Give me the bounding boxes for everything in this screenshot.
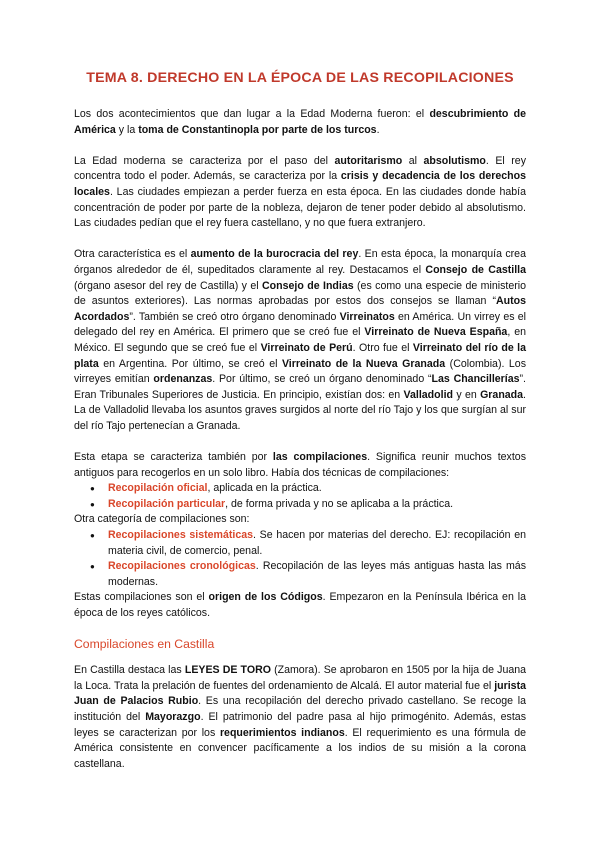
section-heading: Compilaciones en Castilla (74, 637, 215, 652)
list-item: ● Recopilación oficial, aplicada en la práctica. (74, 481, 526, 497)
paragraph-compilaciones: Esta etapa se caracteriza también por las compilaciones. Significa reunir muchos textos antiguos para recogerlos en un solo libro. Había dos técnicas de compilaciones: (74, 451, 526, 479)
list-item: ● Recopilación particular, de forma privada y no se aplicaba a la práctica. (74, 497, 526, 513)
paragraph-absolutismo: La Edad moderna se caracteriza por el paso del autoritarismo al absolutismo. El rey concentra todo el poder. Además, se caracteriza por la crisis y decadencia de los derechos locales. Las ciudades empiezan a perder fuerza en esta época. En las ciudades donde había concentración de poder por parte de la nobleza, dejaron de tener poder debido al absolutismo. Las ciudades pedían que el rey fuera castellano, y no que fuera extranjero. (74, 154, 527, 230)
paragraph-otra-categoria: Otra categoría de compilaciones son: (74, 513, 250, 526)
paragraph-leyes-de-toro: En Castilla destaca las LEYES DE TORO (Zamora). Se aprobaron en 1505 por la hija de Juana la Loca. Trata la prelación de fuentes del ordenamiento de Alcalá. El autor material fue el jurista Juan de Palacios Rubio. Es una recopilación del derecho privado castellano. Se recoge la institución del Mayorazgo. El patrimonio del padre pasa al hijo primogénito. Además, estas leyes se caracterizan por los requerimientos indianos. El requerimiento es una fórmula de América consistente en convencer pacíficamente a los indios de su misión a la corona castellana. (74, 664, 527, 770)
list-item: ● Recopilaciones cronológicas. Recopilación de las leyes más antiguas hasta las más modernas. (74, 559, 526, 590)
compilation-techniques-list (74, 481, 526, 512)
page-title: TEMA 8. DERECHO EN LA ÉPOCA DE LAS RECOPILACIONES (86, 70, 514, 86)
paragraph-origen-codigos: Estas compilaciones son el origen de los Códigos. Empezaron en la Península Ibérica en la época de los reyes católicos. (74, 591, 526, 619)
list-item: ● Recopilaciones sistemáticas. Se hacen por materias del derecho. EJ: recopilación en materia civil, de comercio, penal. (74, 528, 526, 559)
paragraph-burocracia: Otra característica es el aumento de la burocracia del rey. En esta época, la monarquía crea órganos alrededor de él, supeditados claramente al rey. Destacamos el Consejo de Castilla (órgano asesor del rey de Castilla) y el Consejo de Indias (es como una especie de ministerio de asuntos exteriores). Las normas aprobadas por estos dos consejos se llaman “Autos Acordados”. También se creó otro órgano denominado Virreinatos en América. Un virrey es el delegado del rey en América. El primero que se creó fue el Virreinato de Nueva España, en México. El segundo que se creó fue el Virreinato de Perú. Otro fue el Virreinato del río de la plata en Argentina. Por último, se creó el Virreinato de la Nueva Granada (Colombia). Los virreyes emitían ordenanzas. Por último, se creó un órgano denominado “Las Chancillerías”. Eran Tribunales Superiores de Justicia. En principio, existían dos: en Valladolid y en Granada. La de Valladolid llevaba los asuntos graves surgidos al norte del río Tajo y los que surgían al sur del río Tajo pertenecían a Granada. (74, 248, 526, 432)
paragraph-edad-moderna: Los dos acontecimientos que dan lugar a la Edad Moderna fueron: el descubrimiento de América y la toma de Constantinopla por parte de los turcos. (74, 108, 527, 136)
compilation-categories-list (74, 528, 526, 590)
